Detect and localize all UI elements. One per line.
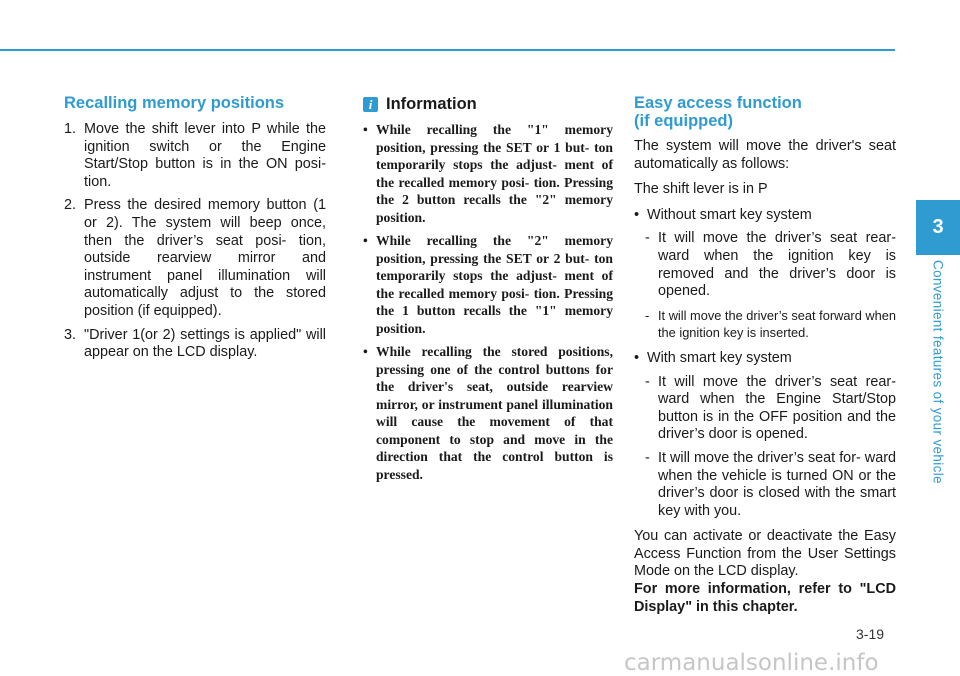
easy-access-outro: You can activate or deactivate the Easy Access Function from the User Settings Mode on the LCD display. xyxy=(634,528,896,580)
chapter-tab: 3 xyxy=(916,200,960,255)
step-number: 3. xyxy=(64,326,77,343)
bullet: • xyxy=(363,233,368,248)
with-item: - It will move the driver’s seat rear- ward when the Engine Start/Stop button is in the OFF position and the driver’s door is opened. xyxy=(645,373,896,443)
without-item: - It will move the driver’s seat forward when the ignition key is inserted. xyxy=(645,307,896,341)
recalling-heading: Recalling memory positions xyxy=(64,94,285,112)
recalling-steps xyxy=(64,121,326,362)
with-item: - It will move the driver’s seat for- ward when the vehicle is turned ON or the driver’s door is closed with the smart key with you. xyxy=(645,449,896,519)
chapter-title: Convenient features of your vehicle xyxy=(930,260,946,484)
easy-access-reference: For more information, refer to "LCD Display" in this chapter. xyxy=(634,581,896,615)
shift-lever-note: The shift lever is in P xyxy=(634,181,768,198)
easy-access-section xyxy=(634,94,896,616)
bullet: • xyxy=(363,122,368,137)
step-number: 1. xyxy=(64,121,77,137)
recalling-memory-section xyxy=(64,94,326,368)
info-icon: i xyxy=(363,97,378,112)
step-item xyxy=(64,197,326,320)
easy-access-heading: Easy access function (if equipped) xyxy=(634,94,802,130)
step-text: "Driver 1(or 2) settings is applied" will appear on the LCD display. xyxy=(84,326,326,361)
information-header xyxy=(363,94,613,114)
step-item xyxy=(64,121,326,191)
bullet: • xyxy=(363,344,368,359)
step-text: Move the shift lever into P while the ignition switch or the Engine Start/Stop button is in the ON posi- tion. xyxy=(84,121,326,190)
without-smart-key-bullet: • Without smart key system xyxy=(634,206,812,223)
information-item: • While recalling the "2" memory position, pressing the SET or 2 but- ton temporarily stops the adjust- ment of the recalled memory posi- tion. Pressing the 1 button recalls the "1" memory position. xyxy=(363,233,613,336)
step-number: 2. xyxy=(64,197,77,214)
information-title: Information xyxy=(386,94,477,113)
step-item xyxy=(64,327,326,362)
information-item: • While recalling the stored positions, pressing one of the control buttons for the driver's seat, outside rearview mirror, or instrument panel illumination will cause the movement of that component to stop and move in the direction that the control button is pressed. xyxy=(363,344,613,482)
watermark: carmanualsonline.info xyxy=(624,650,879,676)
step-text: Press the desired memory button (1 or 2). The system will beep once, then the driver’s seat posi- tion, outside rearview mirror and instrument panel illumination will automatically adjust to the stored position (if equipped). xyxy=(84,197,326,319)
with-smart-key-bullet: • With smart key system xyxy=(634,349,792,366)
without-item: - It will move the driver’s seat rear- ward when the ignition key is removed and the driver’s door is opened. xyxy=(645,230,896,300)
page-number: 3-19 xyxy=(856,626,885,642)
information-list xyxy=(363,121,613,483)
top-rule xyxy=(0,49,895,51)
easy-access-intro: The system will move the driver's seat automatically as follows: xyxy=(634,138,896,172)
information-section xyxy=(363,94,613,489)
information-item: • While recalling the "1" memory position, pressing the SET or 1 but- ton temporarily stops the adjust- ment of the recalled memory posi- tion. Pressing the 2 button recalls the "2" memory position. xyxy=(363,122,613,225)
